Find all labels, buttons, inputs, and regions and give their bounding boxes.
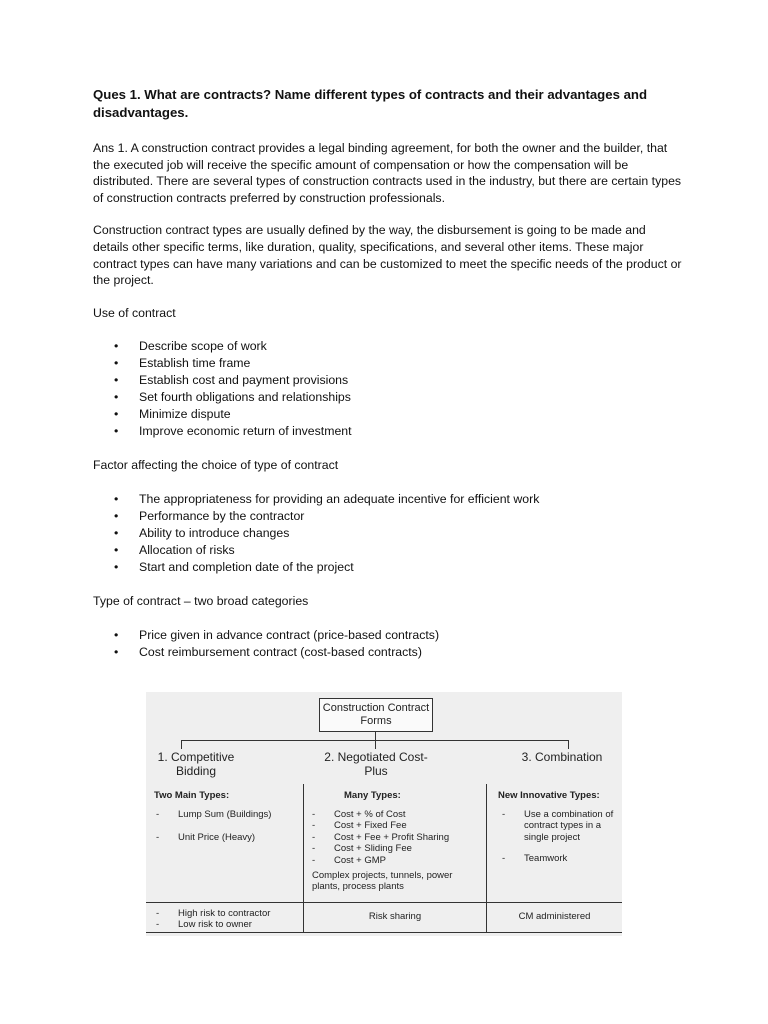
list-item: • Ability to introduce changes <box>93 525 683 542</box>
list-item: • The appropriateness for providing an adequate incentive for efficient work <box>93 491 683 508</box>
question-heading: Ques 1. What are contracts? Name different types of contracts and their advantages and disadvantages. <box>93 87 648 120</box>
connector-line <box>375 740 376 749</box>
col2-items: - Cost + % of Cost - Cost + Fixed Fee - Cost + Fee + Profit Sharing - Cost + Sliding Fee - Cost + GMP <box>312 809 450 866</box>
list-item: • Improve economic return of investment <box>93 423 683 440</box>
list-item: • Establish cost and payment provisions <box>93 372 683 389</box>
column-divider <box>486 784 487 932</box>
row-separator <box>146 902 622 903</box>
list-item: • Performance by the contractor <box>93 508 683 525</box>
list-item: • Allocation of risks <box>93 542 683 559</box>
list-item: Use a combination of contract types in a single project <box>524 809 614 843</box>
diagram-root-box: Construction Contract Forms <box>319 698 433 732</box>
list-item: Unit Price (Heavy) <box>178 832 256 844</box>
contract-forms-diagram <box>146 692 622 936</box>
connector-line <box>568 740 569 749</box>
use-list <box>93 338 683 440</box>
row-separator <box>146 932 622 933</box>
col2-subtitle: Many Types: <box>344 790 401 801</box>
list-item: Teamwork <box>524 853 568 865</box>
list-item: • Describe scope of work <box>93 338 683 355</box>
col3-items: - Use a combination of contract types in a single project - Teamwork <box>502 809 624 865</box>
col1-title: 1. Competitive Bidding <box>157 750 235 778</box>
list-item: Cost + Sliding Fee <box>334 843 412 855</box>
col1-items: - Lump Sum (Buildings) - Unit Price (Heavy) <box>156 809 272 844</box>
list-item: • Set fourth obligations and relationships <box>93 389 683 406</box>
list-item: • Minimize dispute <box>93 406 683 423</box>
col3-subtitle: New Innovative Types: <box>498 790 600 801</box>
list-item: • Price given in advance contract (price-based contracts) <box>93 627 683 644</box>
list-item: Cost + Fee + Profit Sharing <box>334 831 450 843</box>
list-item: Lump Sum (Buildings) <box>178 809 272 820</box>
list-item: Cost + GMP <box>334 854 386 866</box>
bottom-col1: - High risk to contractor - Low risk to owner <box>156 908 271 931</box>
bottom-col3: CM administered <box>518 911 591 922</box>
col2-note: Complex projects, tunnels, power plants, process plants <box>312 870 453 893</box>
factor-heading: Factor affecting the choice of type of contract <box>93 458 339 473</box>
bottom-col2: Risk sharing <box>368 911 422 922</box>
type-heading: Type of contract – two broad categories <box>93 593 309 608</box>
list-item: High risk to contractor <box>178 908 271 919</box>
answer-paragraph-1: Ans 1. A construction contract provides a legal binding agreement, for both the owner and the builder, that the executed job will receive the specific amount of compensation or how the compensation will be distributed. There are several types of construction contracts used in the industry, but there are certain types of construction contracts preferred by construction professionals. <box>93 141 682 205</box>
list-item: Low risk to owner <box>178 919 252 931</box>
list-item: Cost + Fixed Fee <box>334 820 407 832</box>
answer-paragraph-2: Construction contract types are usually defined by the way, the disbursement is going to be made and details other specific terms, like duration, quality, specifications, and several other items. These major contract types can have many variations and can be customized to meet the specific needs of the product or the project. <box>93 223 682 288</box>
connector-line <box>181 740 182 749</box>
col2-title: 2. Negotiated Cost-Plus <box>324 750 428 778</box>
list-item: • Start and completion date of the project <box>93 559 683 576</box>
list-item: Cost + % of Cost <box>334 809 406 820</box>
type-list <box>93 627 683 661</box>
connector-line <box>375 732 376 740</box>
col1-subtitle: Two Main Types: <box>154 790 230 801</box>
use-heading: Use of contract <box>93 305 176 320</box>
column-divider <box>303 784 304 932</box>
list-item: • Cost reimbursement contract (cost-based contracts) <box>93 644 683 661</box>
document-text <box>93 86 683 678</box>
list-item: • Establish time frame <box>93 355 683 372</box>
col3-title: 3. Combination <box>521 750 603 764</box>
factor-list <box>93 491 683 576</box>
